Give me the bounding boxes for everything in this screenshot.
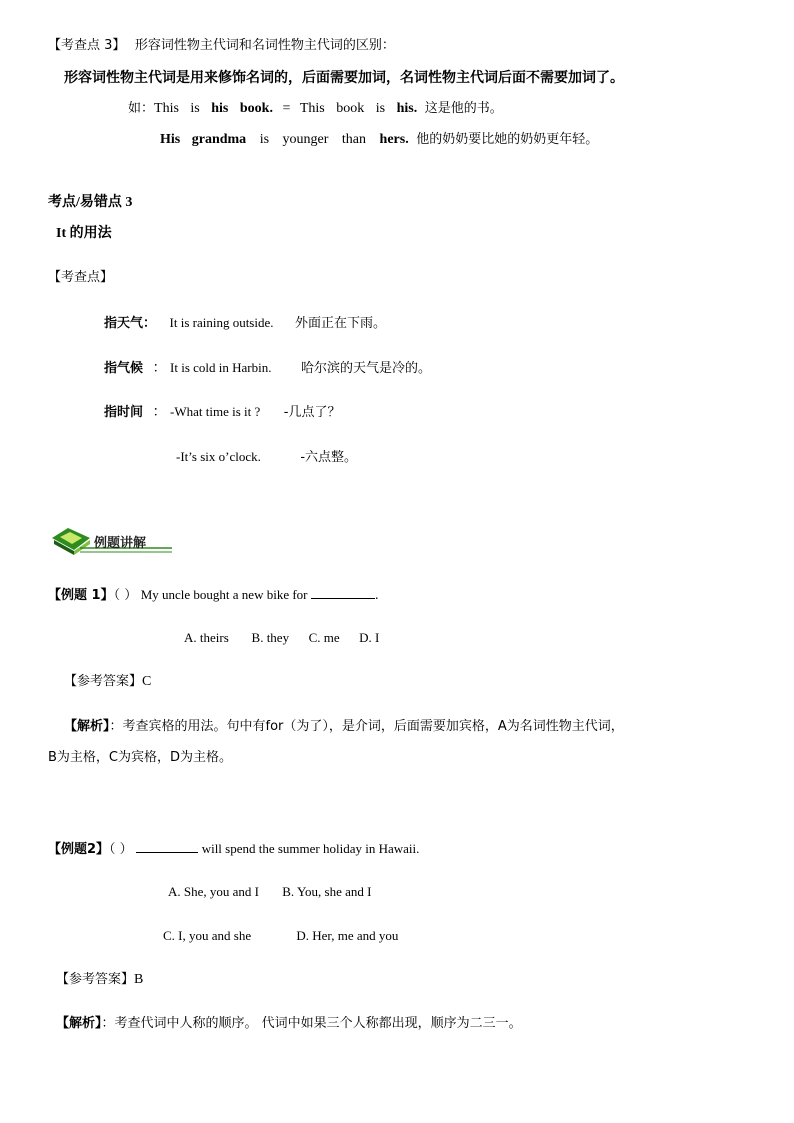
colon: ：: [152, 405, 167, 420]
example1-translation: 这是他的书。: [424, 101, 503, 116]
word: This: [154, 101, 179, 116]
ex1-analysis-text: ：考查宾格的用法。句中有for（为了），是介词，后面需要加宾格，A为名词性物主代词，: [109, 719, 624, 734]
word: This: [299, 101, 325, 116]
ex2-label: 【例题2】: [48, 842, 110, 857]
usage-climate-english: It is cold in Harbin.: [170, 360, 272, 375]
usage-climate-label: 指气候: [104, 361, 144, 376]
word-his: His: [160, 132, 181, 147]
usage-time-question: [104, 403, 340, 422]
ex1-answer: [64, 673, 151, 691]
ex1-stem: My uncle bought a new bike for: [140, 587, 308, 602]
usage-time-answer: [176, 448, 357, 467]
example2-translation: 他的奶奶要比她的奶奶更年轻。: [416, 132, 599, 147]
word-his: his.: [396, 101, 418, 116]
ex2-question: [48, 838, 419, 859]
ex2-answer-value: B: [134, 972, 144, 987]
ex2-analysis: [56, 1015, 522, 1033]
ex2-option-d: D. Her, me and you: [296, 928, 399, 943]
usage-time-answer-english: -It’s six o’clock.: [176, 449, 261, 464]
ex2-stem: will spend the summer holiday in Hawaii.: [201, 841, 420, 856]
ex1-analysis-label: 【解析】: [64, 719, 110, 734]
ex2-answer: [56, 971, 143, 989]
section3-tag: 【考查点】: [48, 270, 114, 285]
word-book: book.: [239, 101, 273, 116]
usage-weather: [104, 314, 386, 333]
point3-heading: [48, 37, 395, 55]
word: than: [341, 132, 367, 147]
section3-subtitle: It 的用法: [56, 226, 112, 241]
equals-sign: =: [282, 101, 291, 116]
colon: ：: [152, 361, 167, 376]
word-grandma: grandma: [191, 132, 247, 147]
word: younger: [282, 132, 329, 147]
point3-heading-text: 形容词性物主代词和名词性物主代词的区别：: [134, 38, 395, 53]
usage-climate: [104, 359, 431, 378]
section3-title: 考点/易错点 3: [48, 195, 133, 210]
ex2-analysis-label: 【解析】: [56, 1016, 102, 1031]
usage-climate-chinese: 哈尔滨的天气是冷的。: [300, 361, 431, 376]
ex2-analysis-text: ：考查代词中人称的顺序。 代词中如果三个人称都出现，顺序为二三一。: [101, 1016, 522, 1031]
ex1-options: A. theirs B. they C. me D. I: [184, 630, 380, 645]
ex2-option-b: B. You, she and I: [282, 884, 372, 899]
ex2-option-c: C. I, you and she: [163, 928, 252, 943]
ex2-options-row1: [168, 883, 371, 901]
examples-banner-label: 例题讲解: [94, 536, 147, 551]
usage-weather-english: It is raining outside.: [169, 315, 274, 330]
ex1-question: [48, 584, 379, 605]
word-his: his: [211, 101, 229, 116]
ex1-analysis: [64, 718, 624, 736]
point3-example2: [160, 131, 598, 149]
ex1-period: .: [375, 588, 379, 603]
ex1-blank: [311, 584, 375, 599]
usage-time-question-chinese: -几点了？: [283, 405, 341, 420]
ex2-option-a: A. She, you and I: [168, 884, 259, 899]
word-hers: hers.: [379, 132, 409, 147]
ex1-answer-parentheses: （ ）: [113, 588, 138, 603]
word: is: [259, 132, 270, 147]
ex2-answer-label: 【参考答案】: [56, 972, 135, 987]
ex2-options-row2: [163, 927, 398, 945]
usage-time-question-english: -What time is it ?: [170, 404, 261, 419]
word: is: [375, 101, 386, 116]
ex2-blank: [136, 838, 198, 853]
usage-time-label: 指时间: [104, 405, 144, 420]
ex1-label: 【例题 1】: [48, 588, 114, 603]
usage-weather-label: 指天气：: [104, 316, 157, 331]
ex2-answer-parentheses: （ ）: [109, 842, 133, 857]
point3-heading-tag: 【考查点 3】: [48, 38, 126, 53]
word: book: [336, 101, 365, 116]
point3-example1: [128, 100, 503, 118]
ex1-answer-value: C: [142, 674, 152, 689]
word: is: [190, 101, 200, 116]
point3-rule: 形容词性物主代词是用来修饰名词的，后面需要加词，名词性物主代词后面不需要加词了。: [64, 70, 624, 86]
ex1-answer-label: 【参考答案】: [64, 674, 143, 689]
example-prefix: 如：: [128, 101, 155, 116]
examples-banner: [50, 524, 174, 558]
ex1-analysis-continued: B为主格，C为宾格，D为主格。: [48, 750, 233, 765]
usage-time-answer-chinese: -六点整。: [300, 450, 358, 465]
usage-weather-chinese: 外面正在下雨。: [295, 316, 387, 331]
